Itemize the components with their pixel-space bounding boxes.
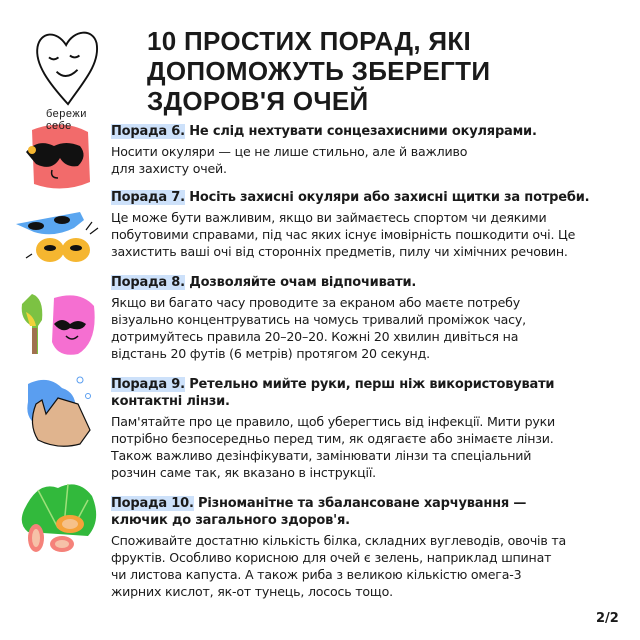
tip-body-line: Це може бути важливим, якщо ви займаєтесь спортом чи деякими <box>111 210 547 225</box>
logo-text <box>46 108 87 132</box>
tip-body-line: Споживайте достатню кількість білка, складних вуглеводів, овочів та <box>111 533 567 548</box>
tip-heading-line: Носіть захисні окуляри або захисні щитки за потреби. <box>189 190 590 205</box>
tip-body-line: дотримуйтесь правила 20–20–20. Кожні 20 хвилин дивіться на <box>111 329 519 344</box>
tip-body-line: фруктів. Особливо корисною для очей є зелень, наприклад шпинат <box>111 550 552 565</box>
tip-number: Порада 6. <box>111 124 185 139</box>
healthy-food-icon <box>18 480 102 556</box>
tip-body-line: розчин саме так, як вказано в інструкції. <box>111 465 376 480</box>
tip-body-line: чи листова капуста. А також риба з великою кількістю омега-3 <box>111 567 522 582</box>
tip-number: Порада 10. <box>111 496 194 511</box>
tip-body-line: жирних кислот, як-от тунець, лосось тощо. <box>111 584 393 599</box>
tip-heading-line: Різноманітне та збалансоване харчування — <box>198 496 527 511</box>
tip-heading-line: ключик до загального здоров'я. <box>111 513 350 528</box>
tip-heading <box>111 123 631 140</box>
tip-heading <box>111 189 631 206</box>
tip-body <box>111 294 631 362</box>
tip-body <box>111 143 631 177</box>
tip-10 <box>111 495 631 600</box>
logo-line: бережи <box>46 108 87 120</box>
washing-hands-icon <box>18 374 98 454</box>
tip-9 <box>111 376 631 481</box>
tip-heading <box>111 376 631 410</box>
tip-body <box>111 532 631 600</box>
goggles-icon <box>14 208 100 268</box>
tip-heading-line: Не слід нехтувати сонцезахисними окулярами. <box>189 124 537 139</box>
tip-body <box>111 413 631 481</box>
title-line: 10 ПРОСТИХ ПОРАД, ЯКІ <box>147 26 472 56</box>
tip-body-line: побутовими справами, під час яких існує імовірність пошкодити очі. Це <box>111 227 576 242</box>
tip-body-line: Якщо ви багато часу проводите за екраном або маєте потребу <box>111 295 520 310</box>
logo-line: себе <box>46 120 72 132</box>
tip-body-line: Пам'ятайте про це правило, щоб уберегтись від інфекції. Мити руки <box>111 414 556 429</box>
tip-7 <box>111 189 631 260</box>
title-line: ДОПОМОЖУТЬ ЗБЕРЕГТИ <box>147 56 491 86</box>
resting-eyes-face-icon <box>18 292 104 360</box>
tip-body-line: захистить ваші очі від сторонніх предметів, пилу чи хімічних речовин. <box>111 244 568 259</box>
tip-body-line: для захисту очей. <box>111 161 227 176</box>
tip-number: Порада 9. <box>111 377 185 392</box>
tip-number: Порада 8. <box>111 275 185 290</box>
tip-heading-line: Ретельно мийте руки, перш ніж використовувати <box>189 377 555 392</box>
tip-body <box>111 209 631 260</box>
tip-heading-line: Дозволяйте очам відпочивати. <box>189 275 417 290</box>
sunglasses-face-icon <box>22 122 94 198</box>
page-number: 2/2 <box>596 611 619 626</box>
tip-heading <box>111 495 631 529</box>
tip-body-line: візуально концентруватись на чомусь тривалий проміжок часу, <box>111 312 526 327</box>
tip-heading-line: контактні лінзи. <box>111 394 230 409</box>
tip-8 <box>111 274 631 362</box>
tip-6 <box>111 123 631 177</box>
tip-body-line: Також важливо дезінфікувати, замінювати лінзи та спеціальний <box>111 448 532 463</box>
tip-number: Порада 7. <box>111 190 185 205</box>
title-line: ЗДОРОВ'Я ОЧЕЙ <box>147 86 369 116</box>
tip-body-line: потрібно безпосередньо перед тим, як одягаєте або знімаєте лінзи. <box>111 431 554 446</box>
tip-heading <box>111 274 631 291</box>
tip-body-line: Носити окуляри — це не лише стильно, але й важливо <box>111 144 468 159</box>
tip-body-line: відстань 20 футів (6 метрів) протягом 20 секунд. <box>111 346 430 361</box>
page-title <box>147 26 490 116</box>
heart-logo-icon <box>28 26 108 106</box>
